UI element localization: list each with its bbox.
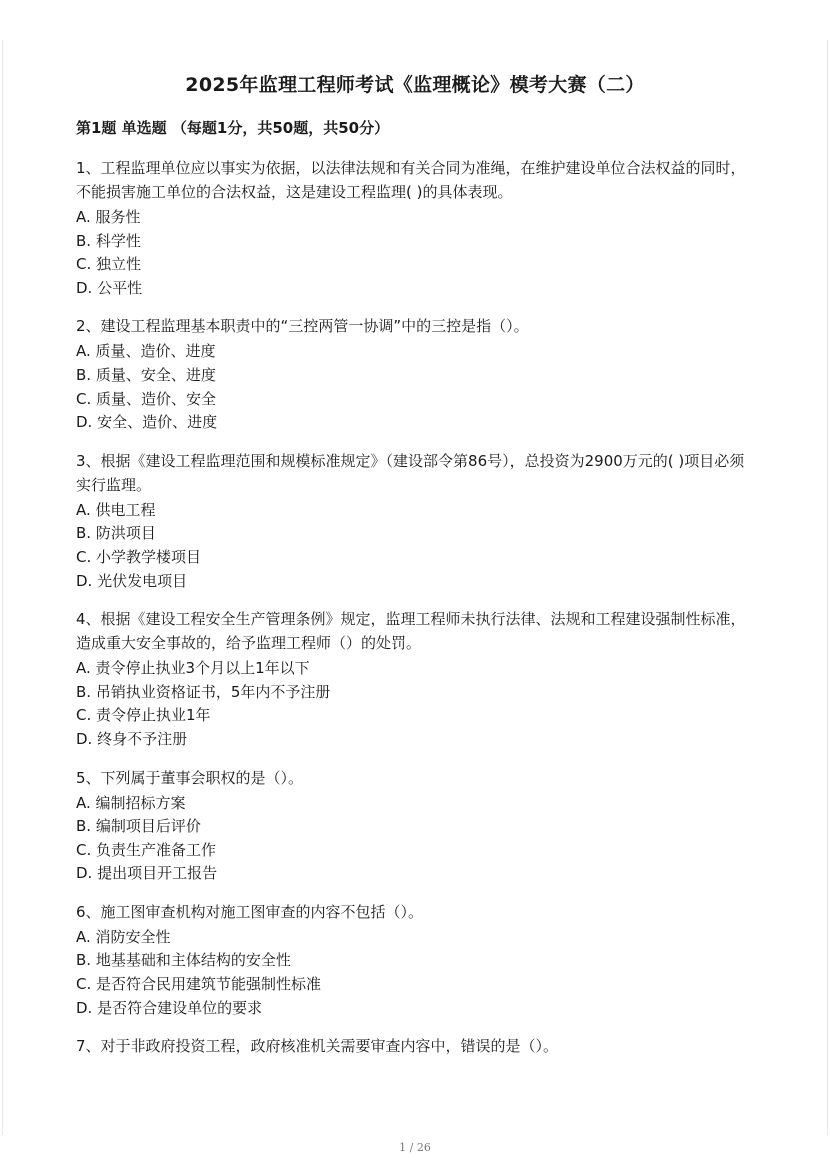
option-c[interactable]: C. 是否符合民用建筑节能强制性标准 (76, 975, 322, 994)
option-d[interactable]: D. 是否符合建设单位的要求 (76, 998, 263, 1017)
question-2 (76, 314, 756, 434)
option-a[interactable]: A. 消防安全性 (76, 927, 171, 946)
question-6 (76, 900, 756, 1020)
section-heading: 第1题 单选题 （每题1分，共50题，共50分） (76, 119, 390, 137)
question-3 (76, 449, 756, 593)
option-a[interactable]: A. 质量、造价、进度 (76, 342, 216, 361)
option-c[interactable]: C. 质量、造价、安全 (76, 389, 217, 408)
question-stem: 5、下列属于董事会职权的是（）。 (76, 768, 304, 787)
question-5 (76, 766, 756, 886)
question-stem: 6、施工图审查机构对施工图审查的内容不包括（）。 (76, 902, 424, 921)
question-1 (76, 156, 756, 300)
option-d[interactable]: D. 提出项目开工报告 (76, 864, 218, 883)
option-b[interactable]: B. 吊销执业资格证书，5年内不予注册 (76, 682, 331, 701)
question-4 (76, 607, 756, 751)
question-list (76, 156, 756, 1072)
option-c[interactable]: C. 责令停止执业1年 (76, 706, 211, 725)
question-stem: 4、根据《建设工程安全生产管理条例》规定，监理工程师未执行法律、法规和工程建设强制性标准，造成重大安全事故的，给予监理工程师（）的处罚。 (76, 610, 746, 653)
option-b[interactable]: B. 防洪项目 (76, 524, 156, 543)
question-stem: 1、工程监理单位应以事实为依据，以法律法规和有关合同为准绳，在维护建设单位合法权益的同时，不能损害施工单位的合法权益，这是建设工程监理( )的具体表现。 (76, 159, 746, 201)
option-d[interactable]: D. 终身不予注册 (76, 729, 188, 748)
option-d[interactable]: D. 安全、造价、进度 (76, 413, 218, 432)
option-b[interactable]: B. 地基基础和主体结构的安全性 (76, 951, 291, 970)
question-7 (76, 1034, 756, 1058)
question-stem: 2、建设工程监理基本职责中的“三控两管一协调”中的三控是指（）。 (76, 317, 529, 336)
option-b[interactable]: B. 科学性 (76, 231, 141, 250)
option-c[interactable]: C. 独立性 (76, 255, 142, 274)
question-stem: 7、对于非政府投资工程，政府核准机关需要审查内容中，错误的是（）。 (76, 1037, 559, 1056)
document-title: 2025年监理工程师考试《监理概论》模考大赛（二） (185, 74, 645, 96)
option-a[interactable]: A. 责令停止执业3个月以上1年以下 (76, 659, 310, 678)
page-border-left (2, 40, 3, 1135)
page-border-right (827, 40, 828, 1135)
option-a[interactable]: A. 编制招标方案 (76, 793, 186, 812)
option-b[interactable]: B. 质量、安全、进度 (76, 365, 216, 384)
option-d[interactable]: D. 公平性 (76, 278, 143, 297)
option-a[interactable]: A. 服务性 (76, 208, 141, 226)
option-a[interactable]: A. 供电工程 (76, 500, 156, 519)
option-b[interactable]: B. 编制项目后评价 (76, 817, 201, 836)
option-d[interactable]: D. 光伏发电项目 (76, 571, 188, 590)
option-c[interactable]: C. 负责生产准备工作 (76, 840, 217, 859)
question-stem: 3、根据《建设工程监理范围和规模标准规定》（建设部令第86号），总投资为2900万元的( )项目必须实行监理。 (76, 451, 745, 494)
page-indicator: 1 / 26 (399, 1141, 431, 1154)
option-c[interactable]: C. 小学教学楼项目 (76, 547, 202, 566)
